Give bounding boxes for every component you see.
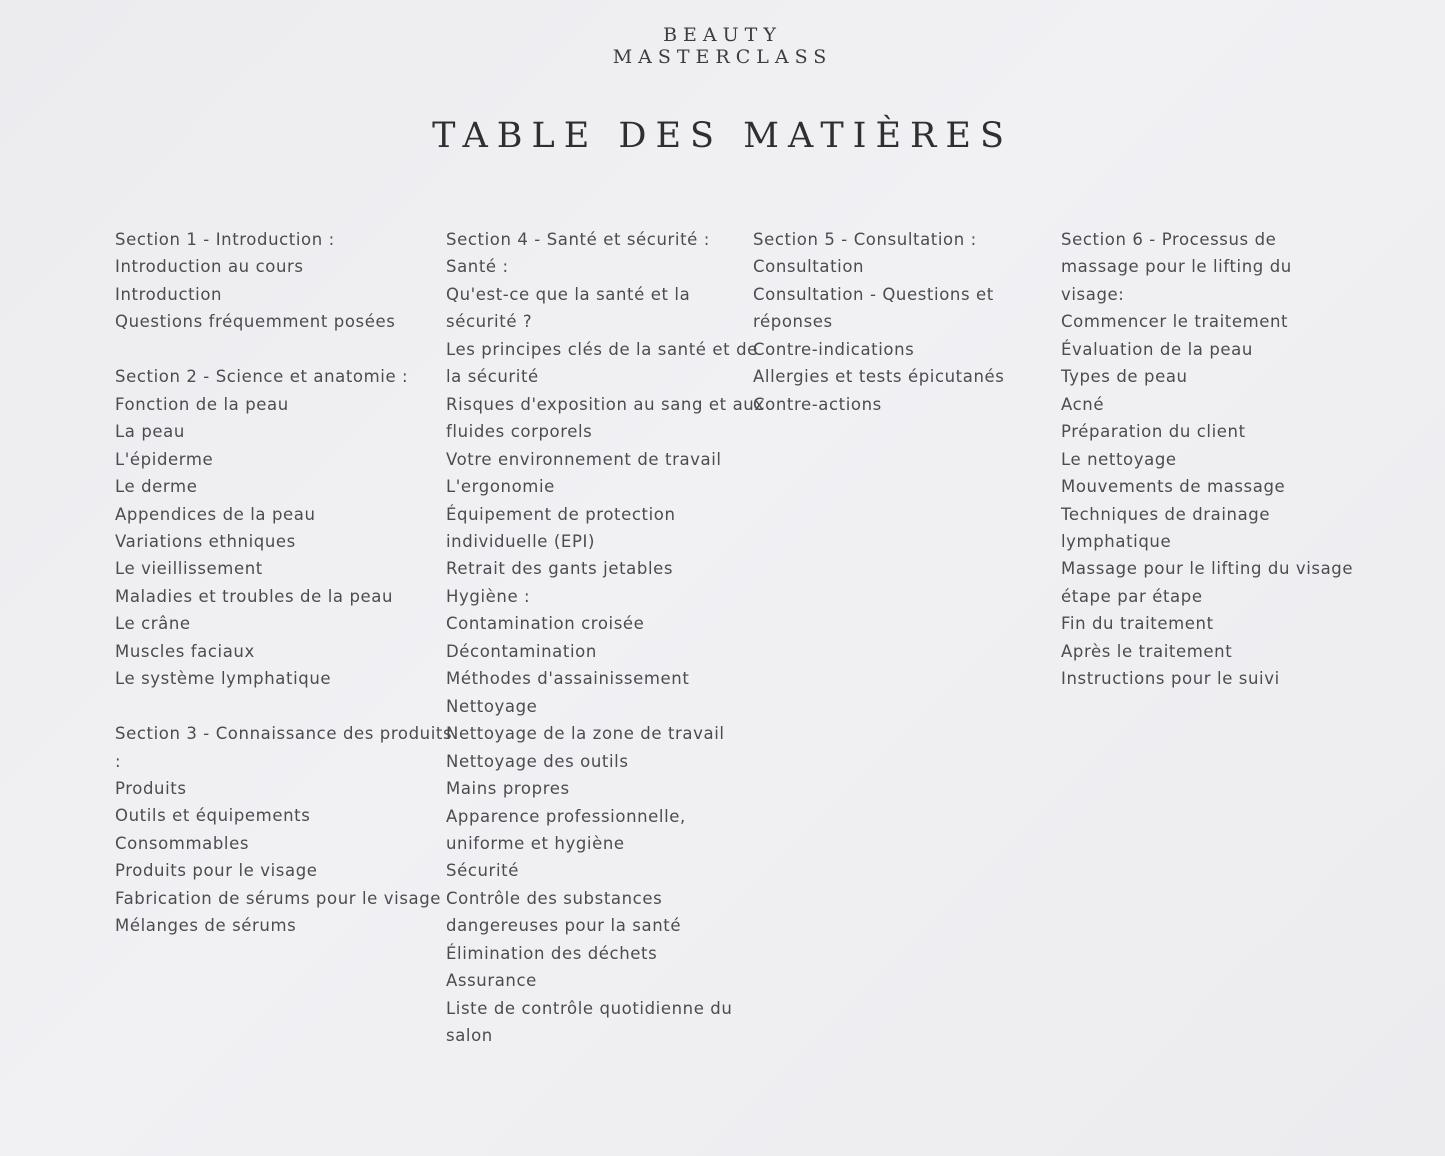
- toc-entry: Mélanges de sérums: [115, 916, 297, 936]
- toc-entry: Équipement de protection: [446, 504, 676, 524]
- toc-entry: Hygiène :: [446, 586, 531, 606]
- toc-entry: Introduction au cours: [115, 257, 304, 277]
- toc-entry: Contamination croisée: [446, 614, 645, 634]
- section-heading: Section 5 - Consultation :: [753, 230, 977, 249]
- toc-entry: Instructions pour le suivi: [1061, 669, 1280, 689]
- toc-entry: Liste de contrôle quotidienne du: [446, 998, 733, 1018]
- toc-entry: Consultation - Questions et: [753, 284, 994, 304]
- toc-entry: Questions fréquemment posées: [115, 312, 396, 332]
- toc-entry: Risques d'exposition au sang et aux: [446, 394, 765, 414]
- toc-entry: Appendices de la peau: [115, 504, 316, 524]
- toc-entry: Produits pour le visage: [115, 861, 318, 881]
- toc-entry: :: [115, 751, 122, 771]
- toc-entry: uniforme et hygiène: [446, 833, 625, 853]
- toc-column-1: [115, 226, 453, 940]
- section-spacer: [115, 693, 435, 720]
- toc-entry: Introduction: [115, 284, 223, 304]
- toc-entry: Variations ethniques: [115, 531, 296, 551]
- toc-entry: Évaluation de la peau: [1061, 339, 1253, 359]
- toc-entry: L'ergonomie: [446, 477, 555, 497]
- toc-entry: Méthodes d'assainissement: [446, 669, 690, 689]
- toc-entry: Massage pour le lifting du visage: [1061, 559, 1354, 579]
- toc-entry: Contre-actions: [753, 394, 882, 414]
- toc-entry: L'épiderme: [115, 449, 214, 469]
- toc-entry: Nettoyage de la zone de travail: [446, 724, 725, 744]
- toc-entry: Votre environnement de travail: [446, 449, 722, 469]
- toc-entry: Produits: [115, 779, 187, 799]
- toc-entry: lymphatique: [1061, 531, 1172, 551]
- toc-entry: Sécurité: [446, 861, 519, 881]
- toc-entry: Outils et équipements: [115, 806, 311, 826]
- toc-entry: Le nettoyage: [1061, 449, 1177, 469]
- toc-entry: Contre-indications: [753, 339, 915, 359]
- toc-entry: Types de peau: [1061, 367, 1188, 387]
- toc-entry: Préparation du client: [1061, 422, 1246, 442]
- toc-entry: étape par étape: [1061, 586, 1203, 606]
- toc-entry: Le vieillissement: [115, 559, 263, 579]
- toc-entry: fluides corporels: [446, 422, 593, 442]
- toc-entry: Mains propres: [446, 779, 570, 799]
- toc-entry: Maladies et troubles de la peau: [115, 586, 394, 606]
- toc-entry: Acné: [1061, 394, 1105, 414]
- toc-entry: dangereuses pour la santé: [446, 916, 682, 936]
- toc-entry: Le système lymphatique: [115, 669, 332, 689]
- section-heading: Section 2 - Science et anatomie :: [115, 367, 409, 387]
- section-heading: Section 6 - Processus de: [1061, 230, 1277, 249]
- section-heading: Section 4 - Santé et sécurité :: [446, 230, 710, 249]
- toc-entry: réponses: [753, 312, 833, 332]
- toc-entry: Le crâne: [115, 614, 191, 634]
- toc-entry: la sécurité: [446, 367, 539, 387]
- section-heading: Section 1 - Introduction :: [115, 230, 335, 249]
- brand-logo: [0, 24, 1445, 68]
- toc-entry: Techniques de drainage: [1061, 504, 1271, 524]
- toc-entry: La peau: [115, 422, 185, 442]
- toc-entry: Muscles faciaux: [115, 641, 255, 661]
- toc-entry: individuelle (EPI): [446, 531, 596, 551]
- toc-entry: Le derme: [115, 477, 198, 497]
- toc-entry: Fin du traitement: [1061, 614, 1214, 634]
- toc-entry: Assurance: [446, 971, 537, 991]
- brand-line-2: MASTERCLASS: [612, 46, 833, 68]
- toc-entry: Décontamination: [446, 641, 597, 661]
- toc-column-2: [446, 226, 765, 1050]
- toc-column-4: [1061, 226, 1354, 693]
- toc-entry: Retrait des gants jetables: [446, 559, 674, 579]
- toc-entry: Qu'est-ce que la santé et la: [446, 284, 691, 304]
- section-heading: Section 3 - Connaissance des produits: [115, 724, 453, 744]
- toc-entry: salon: [446, 1026, 493, 1046]
- toc-entry: Consultation: [753, 257, 865, 277]
- toc-entry: Fonction de la peau: [115, 394, 289, 414]
- toc-entry: Élimination des déchets: [446, 943, 658, 963]
- toc-entry: Allergies et tests épicutanés: [753, 367, 1005, 387]
- brand-line-1: BEAUTY: [663, 24, 782, 46]
- toc-entry: Commencer le traitement: [1061, 312, 1289, 332]
- section-spacer: [115, 336, 435, 363]
- toc-entry: Après le traitement: [1061, 641, 1233, 661]
- toc-entry: Nettoyage: [446, 696, 538, 716]
- toc-entry: Apparence professionnelle,: [446, 806, 686, 826]
- page-title: TABLE DES MATIÈRES: [432, 116, 1013, 156]
- toc-entry: Les principes clés de la santé et de: [446, 339, 758, 359]
- toc-entry: Nettoyage des outils: [446, 751, 629, 771]
- toc-entry: Consommables: [115, 833, 250, 853]
- toc-entry: massage pour le lifting du: [1061, 257, 1292, 277]
- toc-column-3: [753, 226, 1033, 418]
- toc-entry: Santé :: [446, 257, 509, 277]
- toc-entry: Fabrication de sérums pour le visage: [115, 888, 442, 908]
- toc-entry: Mouvements de massage: [1061, 477, 1286, 497]
- toc-entry: visage:: [1061, 284, 1125, 304]
- toc-entry: sécurité ?: [446, 312, 533, 332]
- toc-entry: Contrôle des substances: [446, 888, 663, 908]
